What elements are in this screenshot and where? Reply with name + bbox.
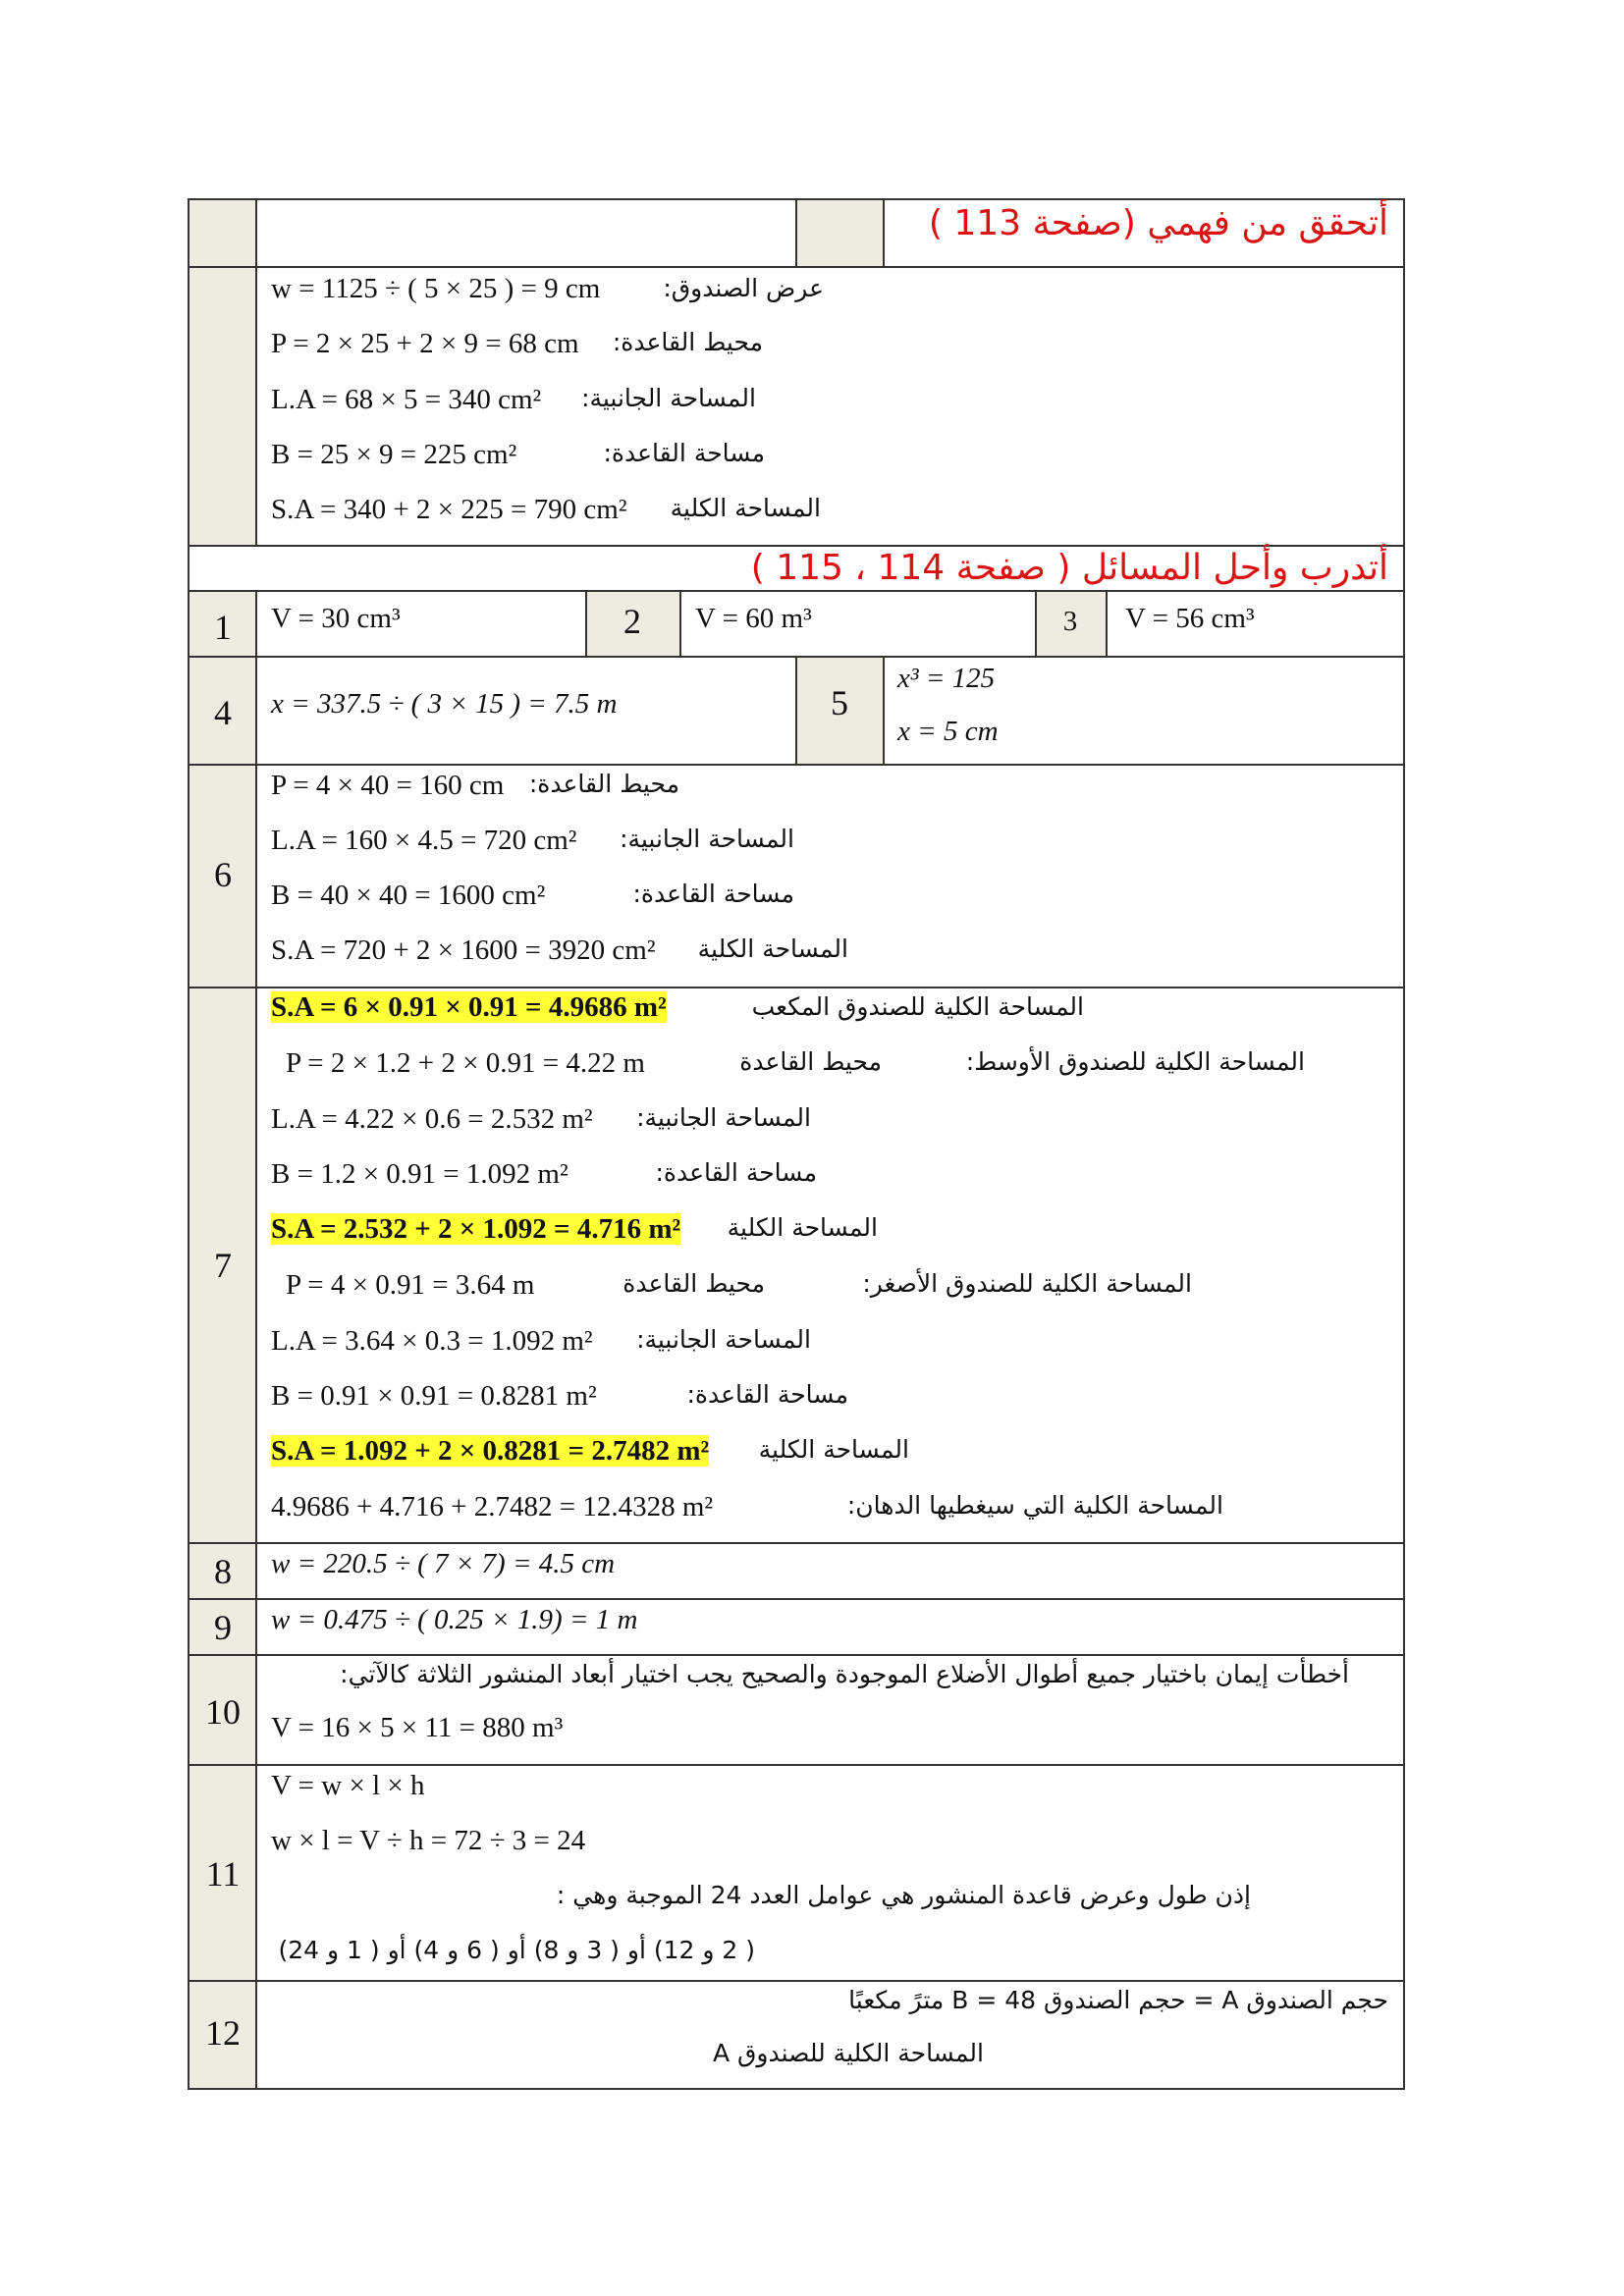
problem-6-number: 6 bbox=[214, 855, 232, 894]
problem-5-line2: x = 5 cm bbox=[897, 716, 999, 747]
problem-12-line1: حجم الصندوق A = حجم الصندوق B = 48 مترً مكعبًا bbox=[848, 1986, 1388, 2014]
p7-l7-label: المساحة الجانبية: bbox=[636, 1325, 811, 1354]
problem-1-number: 1 bbox=[214, 608, 232, 647]
shade-header-mid bbox=[796, 199, 884, 268]
p7-l9-eq-wrap bbox=[271, 1437, 709, 1466]
s1-line5-eq: S.A = 340 + 2 × 225 = 790 cm² bbox=[271, 494, 627, 525]
p7-l3-label: المساحة الجانبية: bbox=[636, 1103, 811, 1132]
p6-line1-eq: P = 4 × 40 = 160 cm bbox=[271, 770, 505, 801]
p6-line1-label: محيط القاعدة: bbox=[528, 770, 679, 798]
problem-11-line1: V = w × l × h bbox=[271, 1770, 425, 1801]
s1-line3-eq: L.A = 68 × 5 = 340 cm² bbox=[271, 384, 542, 415]
s1-line3-label: المساحة الجانبية: bbox=[581, 384, 756, 412]
s1-line1-eq: w = 1125 ÷ ( 5 × 25 ) = 9 cm bbox=[271, 273, 601, 304]
p7-l9-eq: S.A = 1.092 + 2 × 0.8281 = 2.7482 m² bbox=[271, 1435, 710, 1467]
p6-line3-eq: B = 40 × 40 = 1600 cm² bbox=[271, 880, 546, 911]
p7-l5-eq-wrap bbox=[271, 1215, 680, 1244]
p7-l1-eq: S.A = 6 × 0.91 × 0.91 = 4.9686 m² bbox=[271, 991, 667, 1023]
s1-line4-label: مساحة القاعدة: bbox=[603, 439, 765, 467]
problem-11-line2: w × l = V ÷ h = 72 ÷ 3 = 24 bbox=[271, 1825, 586, 1856]
p7-l5-label: المساحة الكلية bbox=[727, 1213, 878, 1242]
p7-l8-label: مساحة القاعدة: bbox=[686, 1380, 848, 1409]
problem-4-answer: x = 337.5 ÷ ( 3 × 15 ) = 7.5 m bbox=[271, 688, 618, 720]
s1-line4-eq: B = 25 × 9 = 225 cm² bbox=[271, 439, 517, 470]
problem-3-number: 3 bbox=[1062, 606, 1078, 637]
p7-l4-label: مساحة القاعدة: bbox=[655, 1158, 817, 1187]
problem-10-answer: V = 16 × 5 × 11 = 880 m³ bbox=[271, 1712, 564, 1743]
shade-header-left bbox=[189, 199, 256, 268]
problem-8-answer: w = 220.5 ÷ ( 7 × 7) = 4.5 cm bbox=[271, 1548, 616, 1579]
problem-10-text: أخطأت إيمان باختيار جميع أطوال الأضلاع الموجودة والصحيح يجب اختيار أبعاد المنشور الثلاثة كالآتي: bbox=[340, 1660, 1349, 1688]
s1-line2-label: محيط القاعدة: bbox=[612, 328, 763, 356]
problem-3-answer: V = 56 cm³ bbox=[1125, 603, 1255, 634]
p7-l1-eq-wrap bbox=[271, 993, 667, 1022]
problem-2-answer: V = 60 m³ bbox=[695, 603, 812, 634]
p7-l9-label: المساحة الكلية bbox=[758, 1435, 909, 1464]
section2-heading: أتدرب وأحل المسائل ( صفحة 114 ، 115 ) bbox=[750, 548, 1388, 588]
p7-l3-eq: L.A = 4.22 × 0.6 = 2.532 m² bbox=[271, 1103, 593, 1135]
p7-l2-mid: محيط القاعدة bbox=[739, 1047, 882, 1076]
problem-5-number: 5 bbox=[831, 683, 848, 722]
problem-2-number: 2 bbox=[623, 602, 641, 641]
problem-4-number: 4 bbox=[214, 693, 232, 732]
p6-line4-eq: S.A = 720 + 2 × 1600 = 3920 cm² bbox=[271, 934, 656, 966]
problem-1-answer: V = 30 cm³ bbox=[271, 603, 401, 634]
p7-l8-eq: B = 0.91 × 0.91 = 0.8281 m² bbox=[271, 1380, 597, 1412]
p7-l1-label: المساحة الكلية للصندوق المكعب bbox=[751, 992, 1084, 1021]
p7-l7-eq: L.A = 3.64 × 0.3 = 1.092 m² bbox=[271, 1325, 593, 1357]
p7-l2-label: المساحة الكلية للصندوق الأوسط: bbox=[965, 1047, 1305, 1076]
problem-8-number: 8 bbox=[214, 1552, 232, 1591]
p6-line2-eq: L.A = 160 × 4.5 = 720 cm² bbox=[271, 825, 577, 856]
problem-12-number: 12 bbox=[205, 2013, 241, 2053]
problem-12-line2: المساحة الكلية للصندوق A bbox=[712, 2039, 984, 2067]
p7-l6-eq: P = 4 × 0.91 = 3.64 m bbox=[286, 1269, 535, 1301]
p7-l5-eq: S.A = 2.532 + 2 × 1.092 = 4.716 m² bbox=[271, 1213, 681, 1245]
problem-11-number: 11 bbox=[205, 1854, 241, 1894]
problem-11-line4: ( 2 و 12) أو ( 3 و 8) أو ( 6 و 4) أو ( 1 و 24) bbox=[278, 1936, 755, 1964]
problem-7-number: 7 bbox=[214, 1246, 232, 1285]
shade-section1 bbox=[189, 268, 256, 546]
problem-9-number: 9 bbox=[214, 1608, 232, 1647]
p7-l10-eq: 4.9686 + 4.716 + 2.7482 = 12.4328 m² bbox=[271, 1491, 714, 1522]
s1-line1-label: عرض الصندوق: bbox=[663, 274, 824, 302]
s1-line5-label: المساحة الكلية bbox=[670, 494, 821, 522]
p7-l2-eq: P = 2 × 1.2 + 2 × 0.91 = 4.22 m bbox=[286, 1047, 645, 1079]
p7-l10-label: المساحة الكلية التي سيغطيها الدهان: bbox=[846, 1491, 1223, 1520]
problem-5-line1: x³ = 125 bbox=[897, 663, 996, 694]
p6-line3-label: مساحة القاعدة: bbox=[632, 880, 794, 908]
problem-11-line3: إذن طول وعرض قاعدة المنشور هي عوامل العدد 24 الموجبة وهي : bbox=[556, 1881, 1251, 1909]
problem-10-number: 10 bbox=[205, 1692, 241, 1732]
p7-l6-mid: محيط القاعدة bbox=[623, 1269, 765, 1298]
p7-l6-label: المساحة الكلية للصندوق الأصغر: bbox=[862, 1269, 1192, 1298]
s1-line2-eq: P = 2 × 25 + 2 × 9 = 68 cm bbox=[271, 328, 579, 359]
problem-9-answer: w = 0.475 ÷ ( 0.25 × 1.9) = 1 m bbox=[271, 1604, 638, 1635]
p6-line2-label: المساحة الجانبية: bbox=[620, 825, 794, 853]
section1-heading: أتحقق من فهمي (صفحة 113 ) bbox=[928, 203, 1388, 243]
p6-line4-label: المساحة الكلية bbox=[697, 934, 848, 963]
p7-l4-eq: B = 1.2 × 0.91 = 1.092 m² bbox=[271, 1158, 568, 1190]
